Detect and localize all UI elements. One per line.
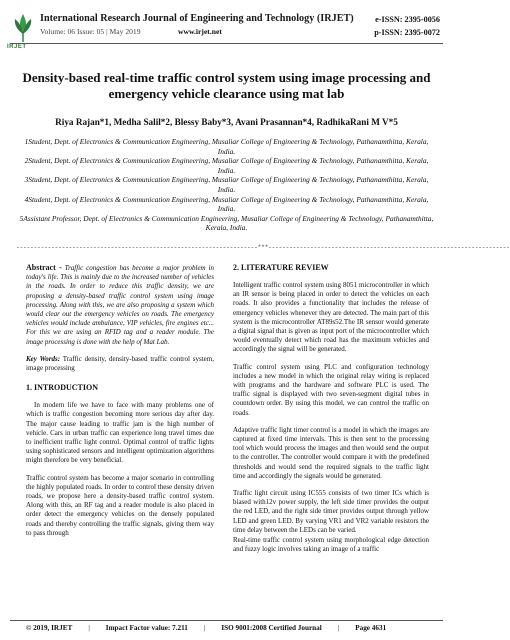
left-column [26,263,214,546]
intro-paragraph-2: Traffic control system has become a major scenario in controlling the highly populated roads. In order to control these density driven roads, we propose here a density-based traffic control system. Along with this, an RF tag and a reader module is also placed in order detect the emergency vehicles on the densely populated roads and thereby controlling the traffic signals, giving them way to pass through [26,473,214,537]
right-column [233,263,429,562]
affiliation-2: 2Student, Dept. of Electronics & Communication Engineering, Musaliar College of Engineering & Technology, Pathanamthitta, Kerala, India. [24,156,429,175]
issn-block [374,13,440,39]
footer-impact-factor: Impact Factor value: 7.211 [105,624,188,632]
lit-paragraph-4: Traffic light circuit using IC555 consists of two timer ICs which is biased with12v power supply, the left side timer provides the output the red LED, and the right side timer provides output through yellow LED and green LED. By varying VR1 and VR2 variable resistors the time delay between the LEDs can be varied. [233,489,429,534]
logo-text: IRJET [7,44,27,50]
abstract-label: Abstract - [26,263,62,272]
abstract [26,263,214,347]
footer-iso: ISO 9001:2008 Certified Journal [221,624,322,632]
lit-paragraph-1: Intelligent traffic control system using 8051 microcontroller in which an IR sensor is being placed in order to detect the vehicles on each roads. It also provides a functionality that includes the release of emergency vehicles whenever they are detected. The main part of this system is the microcontroller AT89s52.The IR sensor would generate a digital signal that is given as input port of the microcontroller which would eventually detect which road has the maximum vehicles and accordingly the signal will be generated. [233,281,429,354]
abstract-text: Traffic congestion has become a major problem in today's life. This is mainly due to the increased number of vehicles in the roads. In order to reduce this traffic density, we are proposing a density-based traffic control system using image processing. Along with this, we are also proposing a system which would clear out the emergency vehicles on roads. The emergency vehicles would include ambulance, VIP vehicles, fire engines etc... For this we are using an RFID tag and a reader module. The image processing is done with the help of Mat Lab. [26,264,214,346]
page-footer: © 2019, IRJET | Impact Factor value: 7.211 | ISO 9001:2008 Certified Journal | Page 4631 [26,624,387,632]
journal-name: International Research Journal of Engineering and Technology (IRJET) [40,13,354,24]
journal-header [0,0,453,62]
lit-paragraph-2: Traffic control system using PLC and configuration technology includes a new model in which the original relay wiring is replaced with programs and the hardware and software PLC is used. The traffic signal is displayed with two seven-segment digital tubes in countdown order. By using this model, we can control the traffic on roads. [233,362,429,417]
keywords-text: Traffic density, density-based traffic control system, image processing [26,354,214,373]
journal-website-link[interactable]: www.irjet.net [178,27,222,36]
p-issn: p-ISSN: 2395-0072 [374,28,440,37]
affiliation-4: 4Student, Dept. of Electronics & Communication Engineering, Musaliar College of Engineering & Technology, Pathanamthitta, Kerala, India. [24,194,429,214]
affiliation-list [18,137,435,233]
literature-review-heading: 2. LITERATURE REVIEW [233,263,329,272]
author-list: Riya Rajan*1, Medha Salil*2, Blessy Baby*3, Avani Prasannan*4, RadhikaRani M V*5 [55,117,398,127]
footer-rule [10,620,443,621]
intro-paragraph-1: In modern life we have to face with many problems one of which is traffic congestion becoming more serious day after day. The major cause leading to traffic jam is the high number of vehicle. Cars in urban traffic can experience long travel times due to inefficient traffic light control. Optimal control of traffic lights using sophisticated sensors and intelligent optimization algorithms might therefore be very beneficial. [26,401,214,465]
lit-paragraph-3: Adaptive traffic light timer control is a model in which the images are captured at fixed time intervals. This is then sent to the processing tool which would process the images and then would send the output to the controller. The controller would compare it with the predefined thresholds and would send the required signals to the traffic light time and accordingly the signals would be generated. [233,425,429,480]
footer-copyright: © 2019, IRJET [26,624,73,632]
keywords [26,355,214,373]
keywords-label: Key Words: [26,354,61,363]
paper-title: Density-based real-time traffic control system using image processing and emergency vehicle clearance using mat lab [22,70,431,101]
affiliation-3: 3Student, Dept. of Electronics & Communication Engineering, Musaliar College of Engineering & Technology, Pathanamthitta, Kerala, India. [24,175,429,194]
footer-page-number: Page 4631 [355,624,387,632]
affiliation-1: 1Student, Dept. of Electronics & Communication Engineering, Musaliar College of Engineering & Technology, Pathanamthitta, Kerala, India. [24,137,429,156]
irjet-logo-icon [12,12,34,46]
volume-info: Volume: 06 Issue: 05 | May 2019 [40,27,141,36]
lit-paragraph-5: Real-time traffic control system using morphological edge detection and fuzzy logic involves taking an image of a traffic [233,536,429,554]
header-rule [10,43,443,44]
e-issn: e-ISSN: 2395-0056 [375,15,440,24]
introduction-heading: 1. INTRODUCTION [26,383,99,393]
affiliation-5: 5Assistant Professor, Dept. of Electronics & Communication Engineering, Musaliar College of Engineering & Technology, Pathanamthitta, Kerala, India. [19,213,434,233]
section-divider: ---------------------------------------------------------------------***--------------------------------------------------------------------- [16,244,510,251]
